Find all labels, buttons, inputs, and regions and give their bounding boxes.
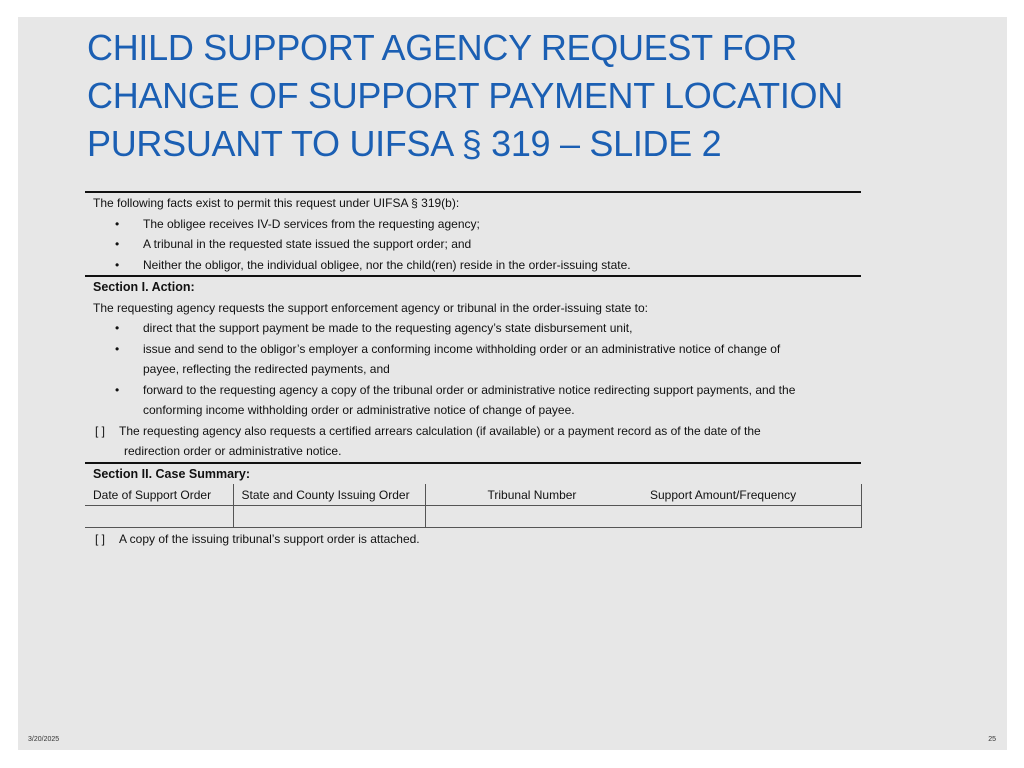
bullet-icon: • xyxy=(115,216,120,231)
order-attached-label: A copy of the issuing tribunal’s support order is attached. xyxy=(119,532,420,546)
section-2-heading: Section II. Case Summary: xyxy=(93,466,251,481)
title-line-1: CHILD SUPPORT AGENCY REQUEST FOR xyxy=(87,27,797,68)
column-header: Date of Support Order xyxy=(85,484,233,506)
title-line-3: PURSUANT TO UIFSA § 319 – SLIDE 2 xyxy=(87,123,722,164)
action-item xyxy=(85,339,861,360)
facts-item-text: Neither the obligor, the individual obligee, nor the child(ren) reside in the order-issuing state. xyxy=(143,257,631,272)
footer-date: 3/20/2025 xyxy=(28,736,60,743)
arrears-checkbox[interactable]: [ ] xyxy=(95,423,106,438)
facts-item xyxy=(85,214,861,235)
facts-item-text: A tribunal in the requested state issued the support order; and xyxy=(143,237,472,251)
bullet-icon: • xyxy=(115,321,120,335)
action-item xyxy=(85,318,861,339)
order-attached-checkbox[interactable]: [ ] xyxy=(95,532,106,546)
support-amount-cell[interactable] xyxy=(640,506,861,528)
action-item-text: forward to the requesting agency a copy of the tribunal order or administrative notice redirecting support payments, and the xyxy=(143,382,796,397)
title-line-2: CHANGE OF SUPPORT PAYMENT LOCATION xyxy=(87,75,843,116)
footer-page-number: 25 xyxy=(988,736,996,743)
arrears-checkbox-label: The requesting agency also requests a certified arrears calculation (if available) or a payment record as of the date of the xyxy=(119,423,761,438)
bullet-icon: • xyxy=(115,237,120,251)
slide-title xyxy=(87,24,967,168)
bullet-icon: • xyxy=(115,382,120,397)
column-header: Support Amount/Frequency xyxy=(640,484,861,506)
state-county-cell[interactable] xyxy=(233,506,425,528)
action-item-text: direct that the support payment be made to the requesting agency’s state disbursement unit, xyxy=(143,321,633,335)
action-item-continuation: payee, reflecting the redirected payments, and xyxy=(143,362,390,376)
facts-intro: The following facts exist to permit this request under UIFSA § 319(b): xyxy=(93,196,460,210)
bullet-icon: • xyxy=(115,341,120,356)
column-header: Tribunal Number xyxy=(425,484,640,506)
date-of-order-cell[interactable] xyxy=(85,506,233,528)
tribunal-number-cell[interactable] xyxy=(425,506,640,528)
action-item-continuation: conforming income withholding order or administrative notice of change of payee. xyxy=(143,403,575,417)
arrears-checkbox-row xyxy=(85,421,861,442)
table-header-row xyxy=(85,484,861,506)
facts-item xyxy=(85,234,861,255)
case-summary-table xyxy=(85,484,862,528)
form-excerpt xyxy=(85,191,861,550)
action-item xyxy=(85,380,861,401)
table-row xyxy=(85,506,861,528)
facts-item xyxy=(85,255,861,276)
order-attached-checkbox-row xyxy=(85,529,861,550)
arrears-checkbox-label-continuation: redirection order or administrative notice. xyxy=(124,444,342,458)
section-1-intro: The requesting agency requests the support enforcement agency or tribunal in the order-issuing state to: xyxy=(93,300,648,315)
bullet-icon: • xyxy=(115,257,120,272)
column-header: State and County Issuing Order xyxy=(233,484,425,506)
section-1-heading: Section I. Action: xyxy=(93,280,195,294)
action-item-text: issue and send to the obligor’s employer a conforming income withholding order or an administrative notice of change of xyxy=(143,341,781,356)
facts-item-text: The obligee receives IV-D services from the requesting agency; xyxy=(143,216,480,231)
